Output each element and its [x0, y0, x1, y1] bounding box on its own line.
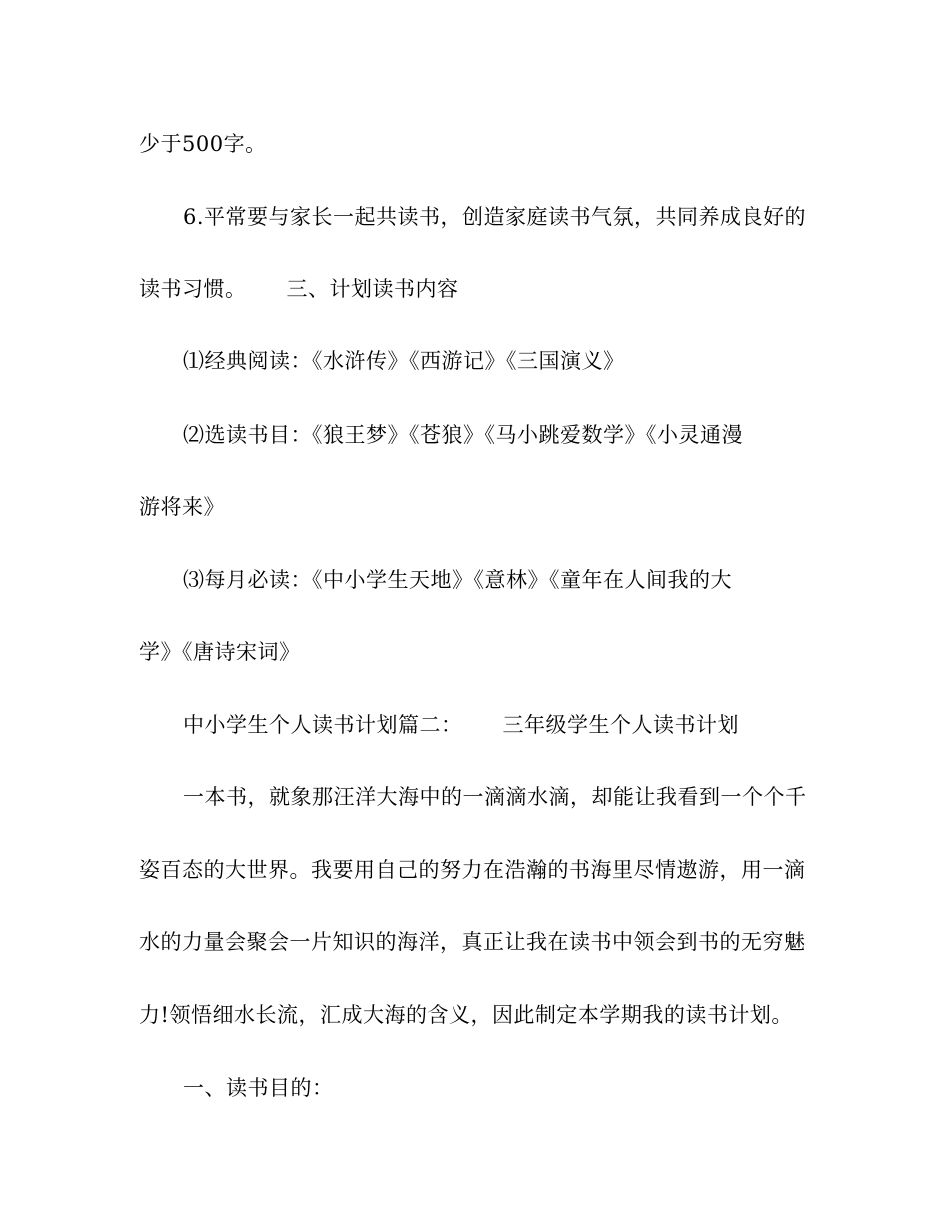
text-line-combined — [183, 711, 739, 739]
text-segment: 中小学生个人读书计划篇二： — [183, 713, 463, 737]
text-line: ⑵选读书目：《狼王梦》《苍狼》《马小跳爱数学》《小灵通漫 — [183, 423, 743, 447]
text-line: 学》《唐诗宋词》 — [139, 640, 301, 664]
text-line: 6.平常要与家长一起共读书，创造家庭读书气氛，共同养成良好的 — [183, 205, 807, 229]
text-line: 一本书，就象那汪洋大海中的一滴滴水滴，却能让我看到一个个千 — [183, 785, 807, 809]
text-line: 少于500字。 — [139, 132, 267, 156]
text-line: 水的力量会聚会一片知识的海洋，真正让我在读书中领会到书的无穷魅 — [139, 930, 806, 954]
section-heading: 一、读书目的： — [183, 1076, 334, 1100]
text-line-combined — [139, 275, 459, 303]
text-line: 力!领悟细水长流，汇成大海的含义，因此制定本学期我的读书计划。 — [139, 1003, 793, 1027]
text-line: ⑶每月必读：《中小学生天地》《意林》《童年在人间我的大 — [183, 568, 732, 592]
text-segment: 读书习惯。 — [139, 277, 247, 301]
section-title: 三年级学生个人读书计划 — [502, 713, 739, 737]
section-heading: 三、计划读书内容 — [286, 277, 459, 301]
text-line: 姿百态的大世界。我要用自己的努力在浩瀚的书海里尽情遨游，用一滴 — [139, 858, 806, 882]
text-line: 游将来》 — [139, 495, 225, 519]
text-line: ⑴经典阅读：《水浒传》《西游记》《三国演义》 — [183, 349, 625, 373]
